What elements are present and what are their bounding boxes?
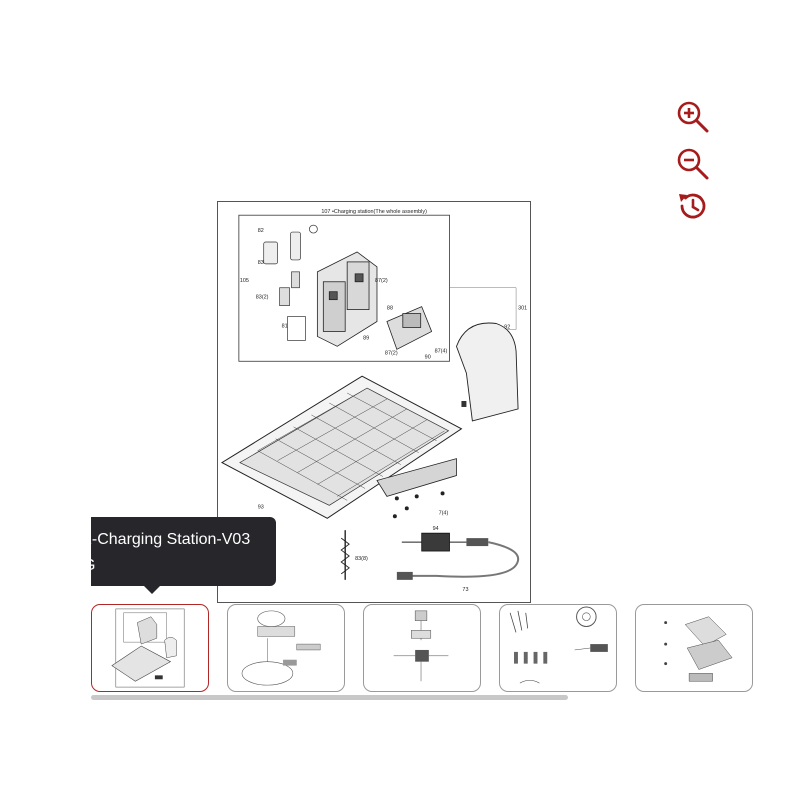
base-plate	[222, 376, 461, 518]
callout-label: 83	[257, 259, 264, 266]
thumbnail-screws-accessories[interactable]	[499, 604, 617, 692]
zoom-out-button[interactable]	[672, 143, 712, 183]
thumbnail-image	[500, 605, 616, 691]
zoom-in-icon	[672, 96, 712, 136]
callout-label: 7(4)	[438, 510, 449, 517]
callout-label: 81	[281, 323, 288, 330]
thumbnail-image	[636, 605, 752, 691]
housing-cover	[456, 323, 518, 421]
callout-label: 301	[518, 305, 528, 312]
callout-label: 82	[257, 228, 264, 235]
callout-label: 90	[424, 354, 431, 361]
reset-history-icon	[672, 186, 712, 226]
callout-label: 87(2)	[384, 350, 398, 357]
diagram-title: 107 •Charging station(The whole assembly)	[321, 209, 427, 216]
thumbnail-body-assembly[interactable]	[635, 604, 753, 692]
callout-label: 92	[504, 324, 511, 331]
reset-zoom-button[interactable]	[672, 186, 712, 226]
thumbnail-scrollbar[interactable]	[91, 695, 709, 700]
thumbnail-image	[364, 605, 480, 691]
tooltip-title: 1-Charging Station-V03	[83, 531, 251, 548]
thumbnail-connector-assembly[interactable]	[363, 604, 481, 692]
callout-label: 93	[257, 504, 264, 511]
tooltip-arrow	[143, 585, 161, 594]
left-parts	[264, 225, 318, 340]
callout-label: 83(2)	[255, 294, 269, 301]
ground-spike	[341, 530, 349, 580]
power-adapter	[397, 533, 518, 580]
screws	[393, 491, 445, 518]
thumbnail-charging-station[interactable]	[91, 604, 209, 692]
callout-label: 87(2)	[374, 277, 388, 284]
thumbnail-wheel-assembly[interactable]	[227, 604, 345, 692]
zoom-in-button[interactable]	[672, 96, 712, 136]
callout-label: 94	[432, 526, 439, 533]
thumbnail-strip[interactable]	[91, 603, 709, 703]
callout-label: 88	[386, 305, 393, 312]
tooltip-subtitle: G	[83, 557, 96, 574]
controller-box	[317, 252, 377, 346]
callout-label: 73	[462, 586, 469, 593]
callout-label: 89	[363, 335, 370, 342]
callout-label: 105	[239, 277, 249, 284]
callout-label: 83(8)	[355, 555, 368, 562]
thumbnail-tooltip	[83, 517, 276, 586]
thumbnail-image	[92, 605, 208, 691]
scrollbar-thumb[interactable]	[91, 695, 568, 700]
zoom-out-icon	[672, 143, 712, 183]
right-bracket	[387, 307, 432, 350]
thumbnail-image	[228, 605, 344, 691]
callout-label: 87(4)	[434, 348, 448, 355]
